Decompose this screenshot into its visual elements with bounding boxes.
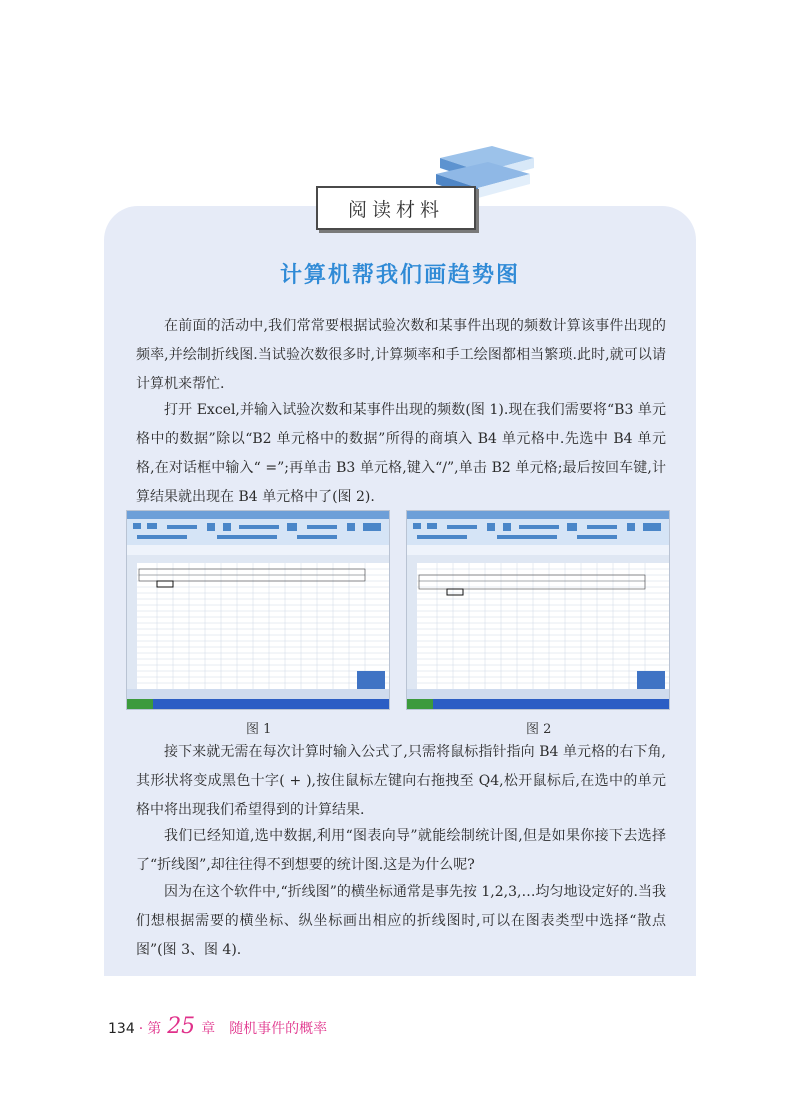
figure-2-caption: 图 2 [526, 722, 552, 737]
footer-separator: · [138, 1021, 144, 1037]
chapter-suffix: 章 [201, 1021, 216, 1037]
chapter-number: 25 [167, 1014, 196, 1039]
page-footer [108, 1014, 327, 1039]
paragraph-2: 打开 Excel,并输入试验次数和某事件出现的频数(图 1).现在我们需要将“B3 单元格中的数据”除以“B2 单元格中的数据”所得的商填入 B4 单元格中.先选中 B4 单元格,在对话框中输入“ =”;再单击 B3 单元格,键入“/”,单击 B2 单元格;最后按回车键,计算结果就出现在 B4 单元格中了(图 2). [136, 402, 666, 505]
chapter-title: 随机事件的概率 [229, 1021, 328, 1037]
figure-1-caption: 图 1 [246, 722, 272, 737]
page-number: 134 [108, 1021, 135, 1037]
paragraph-4: 我们已经知道,选中数据,利用“图表向导”就能绘制统计图,但是如果你接下去选择了“折线图”,却往往得不到想要的统计图.这是为什么呢? [136, 828, 666, 873]
figure-2-excel-screenshot [406, 510, 670, 710]
chapter-prefix: 第 [147, 1021, 162, 1037]
figure-1-excel-screenshot [126, 510, 390, 710]
paragraph-5: 因为在这个软件中,“折线图”的横坐标通常是事先按 1,2,3,…均匀地设定好的.当我们想根据需要的横坐标、纵坐标画出相应的折线图时,可以在图表类型中选择“散点图”(图 3、图 4). [136, 884, 666, 958]
article-title: 计算机帮我们画趋势图 [279, 263, 520, 288]
paragraph-1: 在前面的活动中,我们常常要根据试验次数和某事件出现的频数计算该事件出现的频率,并绘制折线图.当试验次数很多时,计算频率和手工绘图都相当繁琐.此时,就可以请计算机来帮忙. [136, 318, 666, 392]
reading-material-banner: 阅读材料 [316, 186, 476, 230]
paragraph-3: 接下来就无需在每次计算时输入公式了,只需将鼠标指针指向 B4 单元格的右下角,其形状将变成黑色十字( + ),按住鼠标左键向右拖拽至 Q4,松开鼠标后,在选中的单元格中将出现我们希望得到的计算结果. [136, 744, 666, 818]
